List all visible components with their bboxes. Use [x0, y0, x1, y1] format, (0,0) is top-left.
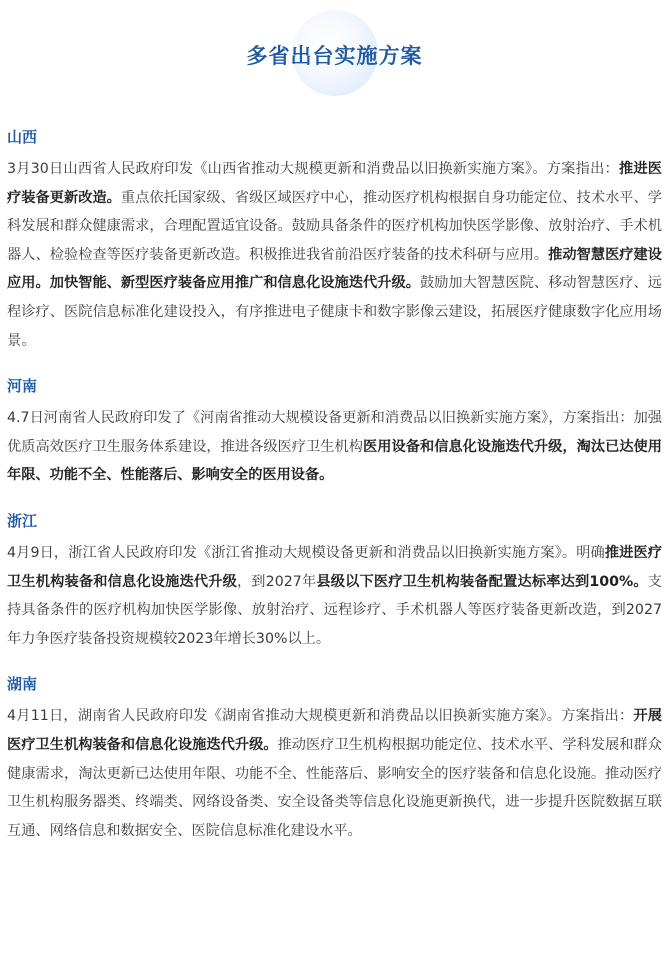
bold-text: 推动智慧医疗建设应用。加快智能、新型医疗装备应用推广和信息化设施迭代升级。 [7, 246, 662, 292]
bold-text: 县级以下医疗卫生机构装备配置达标率达到100%。 [316, 573, 648, 590]
article-title: 多省出台实施方案 [246, 44, 423, 68]
text-segment: 推动医疗卫生机构根据功能定位、技术水平、学科发展和群众健康需求，淘汰更新已达使用年限、功能不全、性能落后、影响安全的医疗装备和信息化设施。推动医疗卫生机构服务器类、终端类、网络设备类、安全设备类等信息化设施更新换代，进一步提升医院数据互联互通、网络信息和数据安全、医院信息标准化建设水平。 [7, 736, 662, 839]
text-segment: 鼓励加大智慧医院、移动智慧医疗、远程诊疗、医院信息标准化建设投入，有序推进电子健康卡和数字影像云建设，拓展医疗健康数字化应用场景。 [7, 275, 662, 349]
article-header [0, 0, 669, 110]
section-paragraph [7, 539, 662, 653]
text-segment: ，到2027年 [236, 573, 317, 590]
section-2 [7, 375, 662, 490]
section-paragraph [7, 404, 662, 490]
bold-text: 医用设备和信息化设施迭代升级，淘汰已达使用年限、功能不全、性能落后、影响安全的医用设备。 [7, 438, 662, 484]
section-1 [7, 126, 662, 355]
section-paragraph [7, 155, 662, 355]
bold-text: 推进医疗卫生机构装备和信息化设施迭代升级 [7, 544, 662, 590]
section-title: 河南 [7, 377, 38, 396]
text-segment: 重点依托国家级、省级区域医疗中心，推动医疗机构根据自身功能定位、技术水平、学科发展和群众健康需求，合理配置适宜设备。鼓励具备条件的医疗机构加快医学影像、放射治疗、手术机器人、检验检查等医疗装备更新改造。积极推进我省前沿医疗装备的技术科研与应用。 [7, 189, 662, 263]
section-paragraph [7, 702, 662, 845]
section-title: 山西 [7, 128, 38, 146]
section-title: 湖南 [7, 675, 38, 694]
text-segment: 3月30日山西省人民政府印发《山西省推动大规模更新和消费品以旧换新实施方案》。方案指出： [7, 161, 619, 177]
bold-text: 开展医疗卫生机构装备和信息化设施迭代升级。 [7, 708, 662, 753]
text-segment: 支持具备条件的医疗机构加快医学影像、放射治疗、远程诊疗、手术机器人等医疗装备更新改造，到2027年力争医疗装备投资规模较2023年增长30%以上。 [7, 573, 662, 647]
text-segment: 4月11日，湖南省人民政府印发《湖南省推动大规模更新和消费品以旧换新实施方案》。方案指出： [7, 708, 634, 725]
text-segment: 4月9日，浙江省人民政府印发《浙江省推动大规模设备更新和消费品以旧换新实施方案》。明确 [7, 544, 605, 561]
section-3 [7, 510, 662, 653]
section-4 [7, 673, 662, 845]
text-segment: 4.7日河南省人民政府印发了《河南省推动大规模设备更新和消费品以旧换新实施方案》，方案指出：加强优质高效医疗卫生服务体系建设，推进各级医疗卫生机构 [7, 410, 662, 455]
bold-text: 推进医疗装备更新改造。 [7, 161, 662, 206]
section-title: 浙江 [7, 511, 38, 530]
article-body [0, 126, 669, 845]
